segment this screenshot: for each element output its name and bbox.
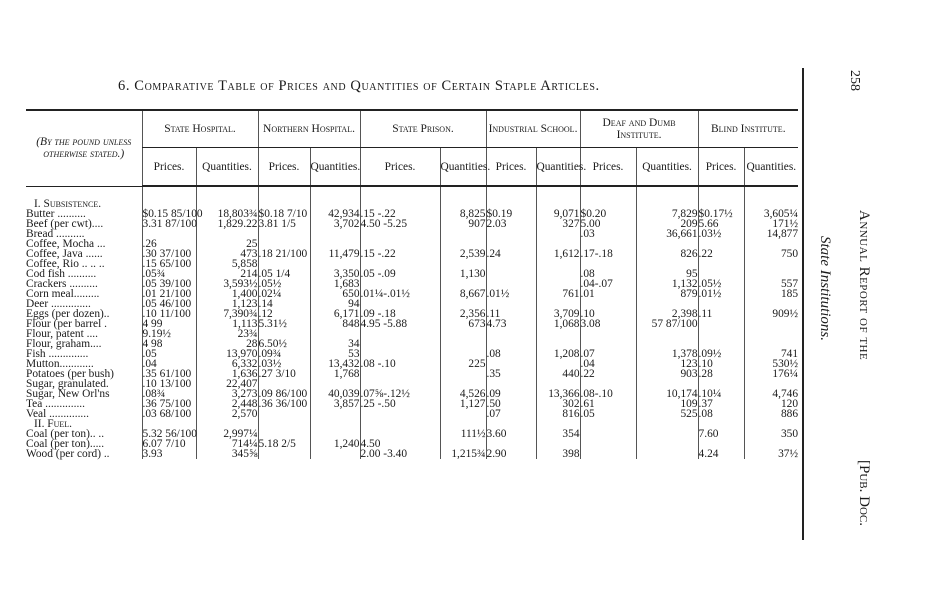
quantity-cell: 123 bbox=[636, 359, 698, 369]
price-cell: 6.50½ bbox=[258, 339, 310, 349]
price-cell: .15 -.22 bbox=[360, 209, 440, 219]
quantity-cell: 8,667 bbox=[440, 289, 486, 299]
price-cell: .08¾ bbox=[142, 389, 196, 399]
quantity-cell: 5,858 bbox=[196, 259, 258, 269]
quantity-cell: 826 bbox=[636, 249, 698, 259]
quantity-cell: 525 bbox=[636, 409, 698, 419]
quantity-cell: 23¾ bbox=[196, 329, 258, 339]
price-cell: 5.00 bbox=[580, 219, 636, 229]
item-label: Coal (per ton).. .. bbox=[26, 428, 105, 440]
quantity-cell: 40,039 bbox=[310, 389, 360, 399]
quantity-cell: 3,702 bbox=[310, 219, 360, 229]
quantity-cell: 209 bbox=[636, 219, 698, 229]
column-header: Quantities. bbox=[536, 148, 580, 187]
price-cell: 4 99 bbox=[142, 319, 196, 329]
quantity-cell: 171½ bbox=[744, 219, 798, 229]
spacer-row bbox=[26, 186, 798, 199]
price-cell: .10 bbox=[580, 309, 636, 319]
quantity-cell bbox=[440, 339, 486, 349]
section-title: II. Fuel. bbox=[34, 418, 73, 430]
price-cell: $0.17½ bbox=[698, 209, 744, 219]
price-cell: .09¾ bbox=[258, 349, 310, 359]
price-cell: .11 bbox=[698, 309, 744, 319]
quantity-cell: 13,970 bbox=[196, 349, 258, 359]
column-header: Prices. bbox=[142, 148, 196, 187]
quantity-cell: 714¼ bbox=[196, 439, 258, 449]
quantity-cell: 6,171 bbox=[310, 309, 360, 319]
group-header: State Hospital. bbox=[142, 110, 258, 148]
column-header: Prices. bbox=[486, 148, 536, 187]
quantity-cell: 848 bbox=[310, 319, 360, 329]
quantity-cell: 302 bbox=[536, 399, 580, 409]
price-cell bbox=[258, 409, 310, 419]
price-cell: .07 bbox=[486, 409, 536, 419]
price-cell: .01½ bbox=[486, 289, 536, 299]
item-label: Flour (per barrel . bbox=[26, 318, 107, 330]
quantity-cell: 1,130 bbox=[440, 269, 486, 279]
price-cell bbox=[258, 449, 310, 459]
item-label: Veal .............. bbox=[26, 408, 89, 420]
price-cell bbox=[258, 229, 310, 239]
table-row bbox=[26, 319, 798, 329]
table-row bbox=[26, 449, 798, 459]
quantity-cell: 741 bbox=[744, 349, 798, 359]
price-cell: .15 -.22 bbox=[360, 249, 440, 259]
quantity-cell: 225 bbox=[440, 359, 486, 369]
quantity-cell: 909½ bbox=[744, 309, 798, 319]
quantity-cell: 28 bbox=[196, 339, 258, 349]
quantity-cell: 7,390¾ bbox=[196, 309, 258, 319]
page-rule bbox=[802, 68, 804, 540]
table-row bbox=[26, 289, 798, 299]
group-header: Deaf and Dumb Institute. bbox=[580, 110, 698, 148]
header-row-subheaders bbox=[26, 148, 798, 187]
quantity-cell: 1,683 bbox=[310, 279, 360, 289]
item-label: Coffee, Mocha ... bbox=[26, 238, 106, 250]
price-cell: .18 21/100 bbox=[258, 249, 310, 259]
quantity-cell bbox=[440, 329, 486, 339]
quantity-cell: 13,432 bbox=[310, 359, 360, 369]
price-cell: 2.00 -3.40 bbox=[360, 449, 440, 459]
quantity-cell bbox=[636, 429, 698, 439]
price-cell: .35 61/100 bbox=[142, 369, 196, 379]
quantity-cell bbox=[636, 329, 698, 339]
item-label: Potatoes (per bush) bbox=[26, 368, 114, 380]
price-cell: .01¼-.01½ bbox=[360, 289, 440, 299]
item-label: Coal (per ton)..... bbox=[26, 438, 105, 450]
price-cell: .10 bbox=[698, 359, 744, 369]
quantity-cell: 3,857 bbox=[310, 399, 360, 409]
quantity-cell: 1,127 bbox=[440, 399, 486, 409]
column-header: Prices. bbox=[258, 148, 310, 187]
quantity-cell: 37½ bbox=[744, 449, 798, 459]
quantity-cell: 120 bbox=[744, 399, 798, 409]
price-cell: 4.24 bbox=[698, 449, 744, 459]
price-cell: 3.31 87/100 bbox=[142, 218, 197, 230]
quantity-cell: 36,661 bbox=[636, 229, 698, 239]
quantity-cell: 1,132 bbox=[636, 279, 698, 289]
quantity-cell: 1,636 bbox=[196, 369, 258, 379]
item-label: Wood (per cord) .. bbox=[26, 448, 110, 460]
price-cell bbox=[360, 339, 440, 349]
quantity-cell: 22,407 bbox=[196, 379, 258, 389]
quantity-cell: 879 bbox=[636, 289, 698, 299]
quantity-cell bbox=[310, 229, 360, 239]
table-row bbox=[26, 229, 798, 239]
price-cell: .36 36/100 bbox=[258, 399, 310, 409]
price-cell: .27 3/10 bbox=[258, 369, 310, 379]
price-cell: .37 bbox=[698, 399, 744, 409]
item-label: Deer .............. bbox=[26, 298, 91, 310]
table-row bbox=[26, 259, 798, 269]
quantity-cell: 185 bbox=[744, 289, 798, 299]
quantity-cell bbox=[636, 439, 698, 449]
price-cell: .01½ bbox=[698, 289, 744, 299]
item-label: Beef (per cwt).... bbox=[26, 218, 104, 230]
quantity-cell: 761 bbox=[536, 289, 580, 299]
quantity-cell: 2,398 bbox=[636, 309, 698, 319]
item-label: Corn meal......... bbox=[26, 288, 100, 300]
table-row bbox=[26, 329, 798, 339]
price-cell: .05 1/4 bbox=[258, 269, 310, 279]
item-label: Coffee, Java ...... bbox=[26, 248, 103, 260]
price-cell: .61 bbox=[580, 399, 636, 409]
item-label: Eggs (per dozen).. bbox=[26, 308, 110, 320]
item-label: Mutton............ bbox=[26, 358, 94, 370]
price-cell: .24 bbox=[486, 249, 536, 259]
price-cell bbox=[360, 229, 440, 239]
price-cell: 3.93 bbox=[142, 449, 196, 459]
quantity-cell bbox=[744, 259, 798, 269]
price-cell: .09 86/100 bbox=[258, 389, 310, 399]
quantity-cell: 750 bbox=[744, 249, 798, 259]
price-cell: .26 bbox=[142, 239, 196, 249]
quantity-cell: 1,113 bbox=[196, 319, 258, 329]
quantity-cell: 673 bbox=[440, 319, 486, 329]
doc-label: [Pub. Doc. bbox=[856, 460, 872, 526]
item-label: Bread .......... bbox=[26, 228, 85, 240]
quantity-cell: 34 bbox=[310, 339, 360, 349]
price-cell: .28 bbox=[698, 369, 744, 379]
price-cell: .07 bbox=[580, 349, 636, 359]
price-cell: .09 -.18 bbox=[360, 309, 440, 319]
price-cell: .05 bbox=[580, 409, 636, 419]
quantity-cell bbox=[310, 449, 360, 459]
quantity-cell: 557 bbox=[744, 279, 798, 289]
table-row bbox=[26, 369, 798, 379]
price-cell: 4.95 -5.88 bbox=[360, 319, 440, 329]
price-cell: .05 39/100 bbox=[142, 279, 196, 289]
price-cell: .05 46/100 bbox=[142, 299, 196, 309]
item-label: Fish .............. bbox=[26, 348, 89, 360]
quantity-cell: 95 bbox=[636, 269, 698, 279]
column-header: Quantities. bbox=[744, 148, 798, 187]
price-cell: $0.18 7/10 bbox=[258, 209, 310, 219]
quantity-cell: 907 bbox=[440, 219, 486, 229]
quantity-cell: 1,378 bbox=[636, 349, 698, 359]
quantity-cell: 42,934 bbox=[310, 209, 360, 219]
quantity-cell: 3,605¼ bbox=[744, 209, 798, 219]
item-label: Butter .......... bbox=[26, 208, 86, 220]
quantity-cell: 94 bbox=[310, 299, 360, 309]
quantity-cell: 7,829 bbox=[636, 209, 698, 219]
page-number: 258 bbox=[847, 70, 862, 91]
price-cell: 3.08 bbox=[580, 319, 636, 329]
price-cell: .04-.07 bbox=[580, 279, 636, 289]
quantity-cell: 3,709 bbox=[536, 309, 580, 319]
price-cell: 5.31½ bbox=[258, 319, 310, 329]
item-label: Flour, patent .... bbox=[26, 328, 98, 340]
quantity-cell: 4,746 bbox=[744, 389, 798, 399]
price-cell bbox=[360, 409, 440, 419]
running-head: Annual Report of the bbox=[856, 210, 872, 361]
quantity-cell: 2,448 bbox=[196, 399, 258, 409]
quantity-cell: 530½ bbox=[744, 359, 798, 369]
price-cell: 6.07 7/10 bbox=[142, 439, 196, 449]
group-header: Northern Hospital. bbox=[258, 110, 360, 148]
quantity-cell: 886 bbox=[744, 409, 798, 419]
quantity-cell bbox=[440, 369, 486, 379]
price-cell: .03 bbox=[580, 229, 636, 239]
price-cell: .04 bbox=[580, 359, 636, 369]
price-cell: 5.18 2/5 bbox=[258, 439, 310, 449]
column-header: Prices. bbox=[580, 148, 636, 187]
quantity-cell: 1,215¾ bbox=[440, 449, 486, 459]
quantity-cell: 10,174 bbox=[636, 389, 698, 399]
price-cell: .01 21/100 bbox=[142, 289, 196, 299]
quantity-cell: 2,570 bbox=[196, 409, 258, 419]
section-title: I. Subsistence. bbox=[34, 198, 102, 210]
price-cell: .10 11/100 bbox=[142, 309, 196, 319]
price-cell: .03½ bbox=[698, 229, 744, 239]
column-header: Quantities. bbox=[310, 148, 360, 187]
price-cell: .01 bbox=[580, 289, 636, 299]
stub-header: (By the pound unless otherwise stated.) bbox=[26, 110, 142, 186]
price-cell: 4.50 bbox=[360, 439, 440, 449]
running-head-italic: State Institutions. bbox=[817, 236, 833, 341]
quantity-cell bbox=[536, 269, 580, 279]
price-cell: .05 bbox=[142, 349, 196, 359]
quantity-cell: 6,332 bbox=[196, 359, 258, 369]
table-row bbox=[26, 439, 798, 449]
price-cell: 4.73 bbox=[486, 319, 536, 329]
quantity-cell: 9,071 bbox=[536, 209, 580, 219]
price-cell: .07⅝-.12½ bbox=[360, 389, 440, 399]
item-label: Cod fish .......... bbox=[26, 268, 97, 280]
item-label: Sugar, granulated. bbox=[26, 378, 109, 390]
price-cell: 4 98 bbox=[142, 339, 196, 349]
item-label: Flour, graham.... bbox=[26, 338, 102, 350]
column-header: Prices. bbox=[698, 148, 744, 187]
quantity-cell bbox=[536, 229, 580, 239]
price-cell: 7.60 bbox=[698, 429, 744, 439]
price-cell: 2.03 bbox=[486, 219, 536, 229]
item-label: Crackers .......... bbox=[26, 278, 98, 290]
quantity-cell: 816 bbox=[536, 409, 580, 419]
page-title: 6. Comparative Table of Prices and Quantities of Certain Staple Articles. bbox=[118, 78, 600, 94]
price-cell: 9.19½ bbox=[142, 329, 196, 339]
quantity-cell bbox=[744, 329, 798, 339]
quantity-cell: 214 bbox=[196, 269, 258, 279]
quantity-cell bbox=[536, 329, 580, 339]
price-cell: 4.50 -5.25 bbox=[360, 219, 440, 229]
price-cell: .08 bbox=[486, 349, 536, 359]
quantity-cell: 354 bbox=[536, 429, 580, 439]
price-cell: .03½ bbox=[258, 359, 310, 369]
price-cell bbox=[580, 329, 636, 339]
price-cell: $0.20 bbox=[580, 209, 636, 219]
price-cell: .15 65/100 bbox=[142, 259, 196, 269]
quantity-cell: 11,479 bbox=[310, 249, 360, 259]
price-cell: .12 bbox=[258, 309, 310, 319]
price-cell: .10 13/100 bbox=[142, 379, 196, 389]
price-cell bbox=[698, 259, 744, 269]
quantity-cell bbox=[636, 449, 698, 459]
table-row bbox=[26, 409, 798, 419]
quantity-cell: 1,208 bbox=[536, 349, 580, 359]
price-cell: .08 -.10 bbox=[360, 359, 440, 369]
quantity-cell: 13,366 bbox=[536, 389, 580, 399]
price-cell: .11 bbox=[486, 309, 536, 319]
price-cell: .22 bbox=[580, 369, 636, 379]
item-label: Tea .............. bbox=[26, 398, 85, 410]
quantity-cell bbox=[310, 409, 360, 419]
quantity-cell: 3,273 bbox=[196, 389, 258, 399]
group-header: Industrial School. bbox=[486, 110, 580, 148]
quantity-cell: 327 bbox=[536, 219, 580, 229]
quantity-cell: 1,068 bbox=[536, 319, 580, 329]
price-cell bbox=[580, 429, 636, 439]
price-cell: .17-.18 bbox=[580, 249, 636, 259]
price-cell: .10¼ bbox=[698, 389, 744, 399]
prices-table bbox=[26, 109, 798, 459]
price-cell: .22 bbox=[698, 249, 744, 259]
price-cell: .50 bbox=[486, 399, 536, 409]
quantity-cell: 111½ bbox=[440, 429, 486, 439]
quantity-cell: 2,539 bbox=[440, 249, 486, 259]
quantity-cell: 1,768 bbox=[310, 369, 360, 379]
quantity-cell: 650 bbox=[310, 289, 360, 299]
quantity-cell: 2,997¼ bbox=[196, 429, 258, 439]
price-cell: .05 -.09 bbox=[360, 269, 440, 279]
quantity-cell: 8,825 bbox=[440, 209, 486, 219]
quantity-cell: 14,877 bbox=[744, 229, 798, 239]
price-cell: .14 bbox=[258, 299, 310, 309]
price-cell: .08-.10 bbox=[580, 389, 636, 399]
price-cell: .04 bbox=[142, 359, 196, 369]
quantity-cell: 25 bbox=[196, 239, 258, 249]
price-cell: .30 37/100 bbox=[142, 249, 196, 259]
price-cell: .08 bbox=[580, 269, 636, 279]
quantity-cell: 1,400 bbox=[196, 289, 258, 299]
price-cell: $0.19 bbox=[486, 209, 536, 219]
quantity-cell: 18,803¾ bbox=[196, 209, 258, 219]
quantity-cell bbox=[440, 409, 486, 419]
column-header: Quantities. bbox=[440, 148, 486, 187]
quantity-cell: 4,526 bbox=[440, 389, 486, 399]
column-header: Prices. bbox=[360, 148, 440, 187]
quantity-cell: 109 bbox=[636, 399, 698, 409]
price-cell: .09½ bbox=[698, 349, 744, 359]
price-cell bbox=[486, 259, 536, 269]
price-cell: .25 -.50 bbox=[360, 399, 440, 409]
price-cell: .35 bbox=[486, 369, 536, 379]
price-cell: 5.32 56/100 bbox=[142, 428, 197, 440]
quantity-cell: 53 bbox=[310, 349, 360, 359]
group-header: Blind Institute. bbox=[698, 110, 798, 148]
quantity-cell: 1,240 bbox=[310, 439, 360, 449]
price-cell bbox=[580, 449, 636, 459]
price-cell bbox=[486, 229, 536, 239]
price-cell bbox=[486, 329, 536, 339]
price-cell bbox=[360, 369, 440, 379]
quantity-cell: 3,593½ bbox=[196, 279, 258, 289]
price-cell bbox=[698, 319, 744, 329]
quantity-cell: 2,356 bbox=[440, 309, 486, 319]
item-label: Coffee, Rio .. .. .. bbox=[26, 258, 105, 270]
quantity-cell bbox=[536, 259, 580, 269]
price-cell: 5.66 bbox=[698, 219, 744, 229]
price-cell: 3.60 bbox=[486, 429, 536, 439]
table-row bbox=[26, 429, 798, 439]
quantity-cell: 473 bbox=[196, 249, 258, 259]
quantity-cell: 398 bbox=[536, 449, 580, 459]
group-header: State Prison. bbox=[360, 110, 486, 148]
price-cell bbox=[486, 269, 536, 279]
section-row bbox=[26, 419, 798, 429]
price-cell: .05¾ bbox=[142, 269, 196, 279]
quantity-cell: 176¼ bbox=[744, 369, 798, 379]
quantity-cell: 345⅝ bbox=[196, 449, 258, 459]
table-body bbox=[26, 186, 798, 459]
price-cell: .05½ bbox=[258, 279, 310, 289]
price-cell: .05½ bbox=[698, 279, 744, 289]
price-cell: .02¼ bbox=[258, 289, 310, 299]
quantity-cell: 350 bbox=[744, 429, 798, 439]
quantity-cell bbox=[744, 319, 798, 329]
quantity-cell: 57 87/100 bbox=[636, 319, 698, 329]
price-cell: .08 bbox=[698, 409, 744, 419]
quantity-cell bbox=[440, 229, 486, 239]
price-cell: 2.90 bbox=[486, 449, 536, 459]
price-cell bbox=[360, 329, 440, 339]
price-cell: .36 75/100 bbox=[142, 399, 196, 409]
column-header: Quantities. bbox=[196, 148, 258, 187]
quantity-cell: 1,123 bbox=[196, 299, 258, 309]
quantity-cell: 903 bbox=[636, 369, 698, 379]
quantity-cell: 440 bbox=[536, 369, 580, 379]
quantity-cell: 1,829.22 bbox=[196, 219, 258, 229]
table-row bbox=[26, 249, 798, 259]
item-label: Sugar, New Orl'ns bbox=[26, 388, 110, 400]
price-cell: 3.81 1/5 bbox=[258, 219, 310, 229]
price-cell bbox=[580, 439, 636, 449]
price-cell: .09 bbox=[486, 389, 536, 399]
price-cell: .03 68/100 bbox=[142, 409, 196, 419]
quantity-cell: 1,612 bbox=[536, 249, 580, 259]
header-row-groups bbox=[26, 110, 798, 148]
quantity-cell: 3,350 bbox=[310, 269, 360, 279]
price-cell bbox=[698, 329, 744, 339]
column-header: Quantities. bbox=[636, 148, 698, 187]
price-cell: $0.15 85/100 bbox=[142, 208, 203, 220]
